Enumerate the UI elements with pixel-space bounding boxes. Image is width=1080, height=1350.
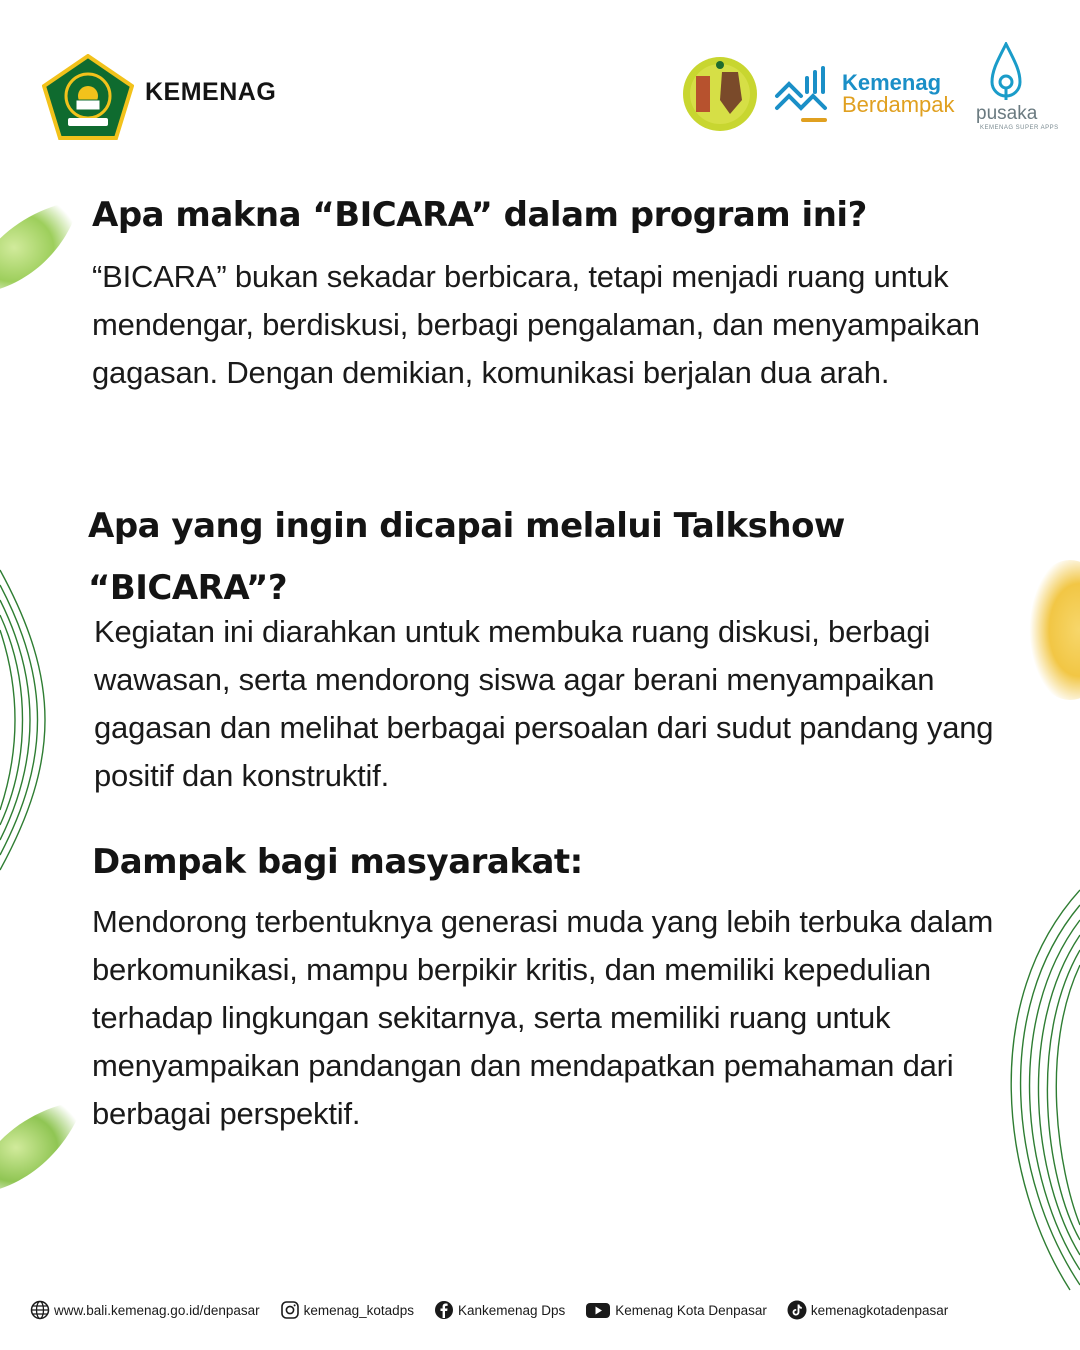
section-body-impact: Mendorong terbentuknya generasi muda yang lebih terbuka dalam berkomunikasi, mampu berpikir kritis, dan memiliki kepedulian terhadap lingkungan sekitarnya, serta memiliki ruang untuk menyampaikan pandangan dan mendapatkan pemahaman dari berbagai perspektif.	[92, 904, 994, 1131]
section-heading-bicara-meaning: Apa makna “BICARA” dalam program ini?	[92, 195, 867, 235]
kemenag-berdampak-logo	[773, 66, 833, 124]
kemenag-emblem-logo	[42, 54, 134, 140]
footer-instagram-text: kemenag_kotadps	[303, 1302, 414, 1318]
footer-facebook-text: Kankemenag Dps	[457, 1302, 566, 1318]
header	[0, 0, 1080, 170]
ramah-program-logo	[682, 56, 758, 132]
pusaka-drop-logo	[990, 42, 1022, 104]
footer-website[interactable]	[30, 1300, 260, 1320]
footer-youtube[interactable]	[585, 1300, 767, 1320]
section-heading-talkshow-goal: Apa yang ingin dicapai melalui Talkshow “BICARA”?	[88, 506, 845, 608]
footer-youtube-text: Kemenag Kota Denpasar	[615, 1302, 767, 1318]
section-body-talkshow-goal: Kegiatan ini diarahkan untuk membuka ruang diskusi, berbagi wawasan, serta mendorong siswa agar berani menyampaikan gagasan dan melihat berbagai persoalan dari sudut pandang yang positif dan konstruktif.	[94, 614, 994, 793]
section-body-bicara-meaning: “BICARA” bukan sekadar berbicara, tetapi menjadi ruang untuk mendengar, berdiskusi, berbagi pengalaman, dan menyampaikan gagasan. Dengan demikian, komunikasi berjalan dua arah.	[92, 259, 980, 390]
instagram-icon	[280, 1300, 300, 1320]
leaf-decoration-bottom	[0, 1085, 90, 1205]
footer-contacts	[30, 1298, 1060, 1322]
globe-icon	[30, 1300, 50, 1320]
facebook-icon	[434, 1300, 454, 1320]
brand-name: KEMENAG	[145, 78, 277, 106]
footer-tiktok[interactable]	[787, 1300, 948, 1320]
footer-facebook[interactable]	[434, 1300, 565, 1320]
tiktok-icon	[787, 1300, 807, 1320]
pusaka-wordmark: pusaka	[976, 103, 1038, 124]
berdampak-line1: Kemenag	[842, 70, 942, 95]
curved-lines-left	[0, 560, 80, 880]
section-heading-impact: Dampak bagi masyarakat:	[92, 842, 583, 882]
gold-leaf-decoration	[1010, 555, 1080, 705]
berdampak-line2: Berdampak	[842, 92, 955, 117]
berdampak-wordmark	[842, 72, 955, 116]
pusaka-tagline: KEMENAG SUPER APPS	[980, 125, 1059, 131]
youtube-icon	[585, 1300, 611, 1320]
footer-tiktok-text: kemenagkotadenpasar	[810, 1302, 949, 1318]
leaf-decoration-top	[0, 195, 90, 315]
footer-instagram[interactable]	[280, 1300, 414, 1320]
footer-website-text: www.bali.kemenag.go.id/denpasar	[54, 1302, 260, 1318]
